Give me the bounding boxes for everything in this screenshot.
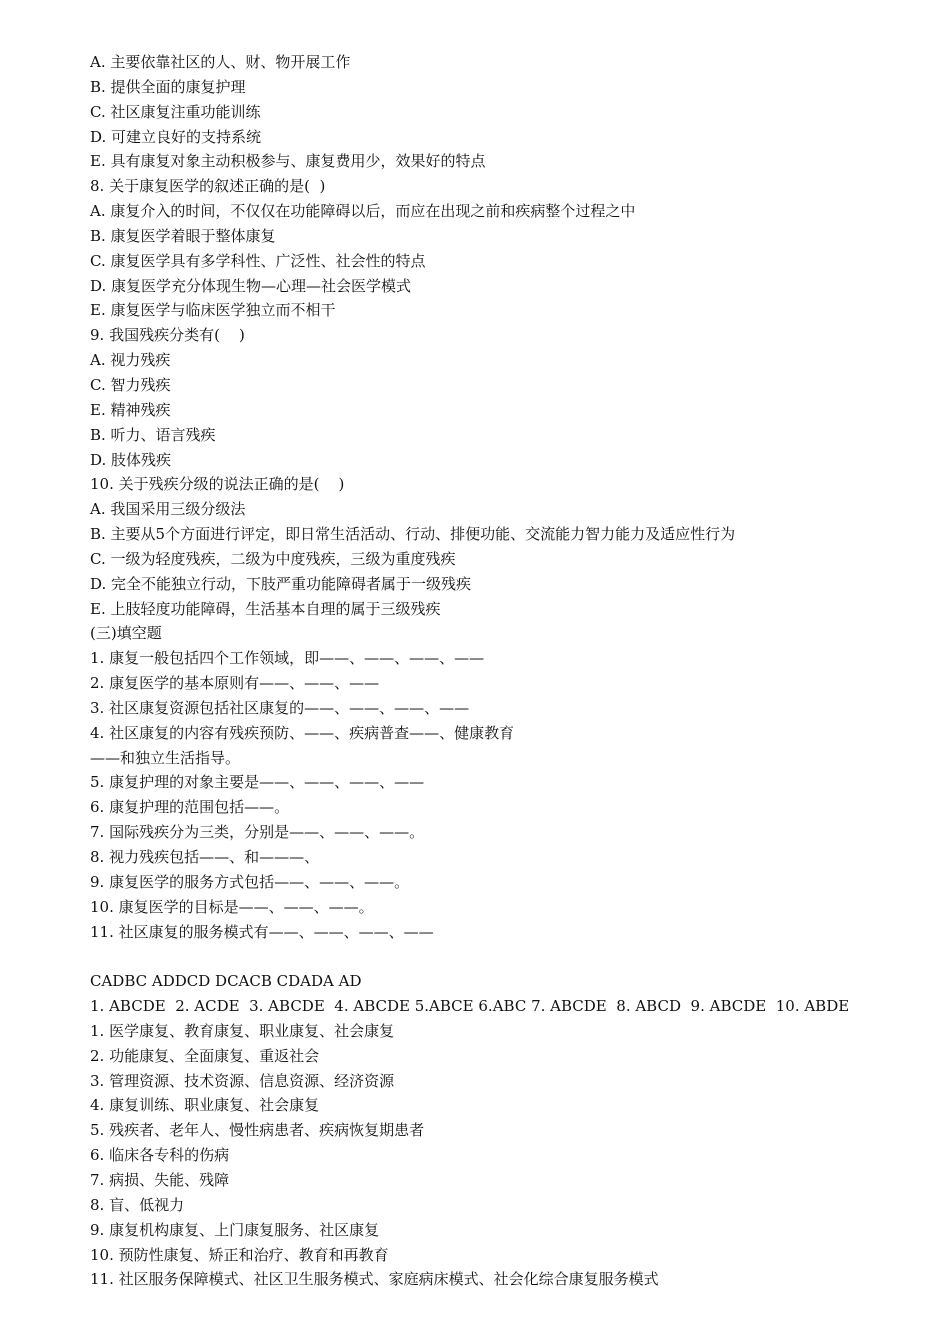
fill-blank-item: 9. 康复医学的服务方式包括——、——、——。 <box>90 872 410 891</box>
text-line: A. 视力残疾 <box>90 351 171 370</box>
fill-blank-item: ——和独立生活指导。 <box>90 748 241 767</box>
fill-blank-item: 7. 国际残疾分为三类，分别是——、——、——。 <box>90 823 425 842</box>
fill-blank-item: 3. 社区康复资源包括社区康复的——、——、——、—— <box>90 698 470 717</box>
fill-blank-item: 4. 社区康复的内容有残疾预防、——、疾病普查——、健康教育 <box>90 723 515 742</box>
answer-line: 3. 管理资源、技术资源、信息资源、经济资源 <box>90 1071 395 1090</box>
fill-blank-item: 8. 视力残疾包括——、和———、 <box>90 848 320 866</box>
text-line: C. 智力残疾 <box>90 375 171 394</box>
fill-blank-item: 10. 康复医学的目标是——、——、——。 <box>90 897 374 916</box>
section-heading: (三)填空题 <box>90 624 162 643</box>
text-line: E. 具有康复对象主动积极参与、康复费用少，效果好的特点 <box>90 152 486 171</box>
text-line: D. 肢体残疾 <box>90 450 172 469</box>
text-line: C. 社区康复注重功能训练 <box>90 102 261 121</box>
fill-blank-item: 1. 康复一般包括四个工作领域，即——、——、——、—— <box>90 649 485 668</box>
answer-line: 7. 病损、失能、残障 <box>90 1170 230 1189</box>
text-line: C. 康复医学具有多学科性、广泛性、社会性的特点 <box>90 251 426 270</box>
text-line: D. 康复医学充分体现生物—心理—社会医学模式 <box>90 276 412 295</box>
answer-line: 4. 康复训练、职业康复、社会康复 <box>90 1096 320 1115</box>
answer-line: 5. 残疾者、老年人、慢性病患者、疾病恢复期患者 <box>90 1121 425 1140</box>
text-line: C. 一级为轻度残疾，二级为中度残疾，三级为重度残疾 <box>90 549 456 568</box>
answer-line: 10. 预防性康复、矫正和治疗、教育和再教育 <box>90 1245 389 1264</box>
text-line: E. 精神残疾 <box>90 400 171 419</box>
text-line: A. 康复介入的时间，不仅仅在功能障碍以后，而应在出现之前和疾病整个过程之中 <box>90 202 636 221</box>
document-page <box>90 50 910 1292</box>
answer-line: 1. ABCDE 2. ACDE 3. ABCDE 4. ABCDE 5.ABCE 6.ABC 7. ABCDE 8. ABCD 9. ABCDE 10. ABDE <box>90 997 850 1016</box>
answer-line: 1. 医学康复、教育康复、职业康复、社会康复 <box>90 1021 395 1040</box>
question-stem: 10. 关于残疾分级的说法正确的是( ) <box>90 475 345 494</box>
answer-line: 6. 临床各专科的伤病 <box>90 1146 230 1165</box>
text-line: A. 我国采用三级分级法 <box>90 500 246 519</box>
text-line: E. 康复医学与临床医学独立而不相干 <box>90 301 336 320</box>
text-line: B. 康复医学着眼于整体康复 <box>90 226 276 245</box>
fill-blank-item: 5. 康复护理的对象主要是——、——、——、—— <box>90 773 425 792</box>
blank-line <box>90 944 910 969</box>
text-line: B. 提供全面的康复护理 <box>90 77 246 96</box>
answer-line: 11. 社区服务保障模式、社区卫生服务模式、家庭病床模式、社会化综合康复服务模式 <box>90 1270 659 1289</box>
fill-blank-item: 11. 社区康复的服务模式有——、——、——、—— <box>90 922 434 941</box>
text-line: B. 主要从5个方面进行评定，即日常生活活动、行动、排便功能、交流能力智力能力及适应性行为 <box>90 525 736 544</box>
text-line: E. 上肢轻度功能障碍，生活基本自理的属于三级残疾 <box>90 599 441 618</box>
question-stem: 8. 关于康复医学的叙述正确的是( ) <box>90 177 326 196</box>
answer-line: 2. 功能康复、全面康复、重返社会 <box>90 1046 320 1065</box>
text-line: D. 完全不能独立行动，下肢严重功能障碍者属于一级残疾 <box>90 574 472 593</box>
answer-line: 8. 盲、低视力 <box>90 1195 185 1214</box>
answer-line: 9. 康复机构康复、上门康复服务、社区康复 <box>90 1220 380 1239</box>
question-stem: 9. 我国残疾分类有( ) <box>90 326 245 345</box>
questions-section <box>90 50 910 944</box>
text-line: B. 听力、语言残疾 <box>90 425 216 444</box>
fill-blank-item: 2. 康复医学的基本原则有——、——、—— <box>90 674 380 693</box>
answers-section <box>90 969 910 1292</box>
fill-blank-item: 6. 康复护理的范围包括——。 <box>90 798 290 817</box>
answer-line: CADBC ADDCD DCACB CDADA AD <box>90 972 362 991</box>
text-line: A. 主要依靠社区的人、财、物开展工作 <box>90 53 351 71</box>
text-line: D. 可建立良好的支持系统 <box>90 127 262 146</box>
